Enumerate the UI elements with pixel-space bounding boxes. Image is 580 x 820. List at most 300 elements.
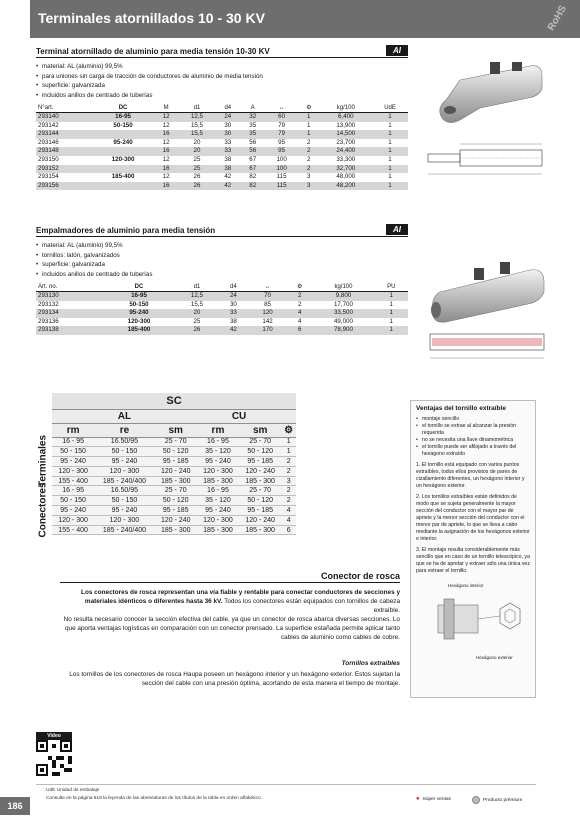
table-cell: 1 bbox=[375, 292, 408, 301]
table-cell: 1 bbox=[307, 121, 311, 129]
table-cell: 120 - 300 bbox=[94, 466, 154, 476]
table-cell: 95 - 240 bbox=[94, 506, 154, 516]
table-cell: 95-240 bbox=[113, 138, 133, 146]
table-cell: 42 bbox=[224, 173, 232, 181]
table-cell: 25 - 70 bbox=[239, 486, 281, 496]
table-cell: 82 bbox=[240, 182, 265, 191]
table-cell: 16 bbox=[154, 147, 179, 156]
table-cell: 12 bbox=[162, 173, 170, 181]
table-cell: 56 bbox=[240, 147, 265, 156]
table-cell: 293130 bbox=[36, 292, 103, 301]
column-header: ↔ bbox=[248, 282, 287, 292]
section-empalmador bbox=[36, 223, 408, 335]
conector-intro-bold: Los conectores de rosca representan una vía fiable y rentable para conectar conductores de secciones y materiales idénticos o diferentes hasta 36 kV. bbox=[81, 589, 400, 605]
qr-code-icon bbox=[36, 740, 72, 776]
screw-diagram bbox=[416, 583, 530, 663]
table-cell: 120 bbox=[248, 309, 287, 318]
table-cell: 48,200 bbox=[320, 182, 373, 191]
table-cell: 33 bbox=[215, 147, 240, 156]
empalmador-product-image bbox=[420, 262, 550, 372]
table-cell: 120 - 240 bbox=[239, 515, 281, 525]
table-row bbox=[36, 301, 408, 310]
table-cell: 293138 bbox=[36, 326, 103, 335]
table-cell: 1 bbox=[372, 113, 408, 122]
table-row bbox=[34, 486, 296, 496]
sub-header: sm bbox=[155, 423, 197, 437]
ventajas-list bbox=[416, 416, 530, 458]
table-cell: 35 - 120 bbox=[197, 447, 239, 457]
table-cell: 185-400 bbox=[111, 173, 135, 181]
table-cell: 67 bbox=[240, 165, 265, 174]
table-cell bbox=[92, 147, 153, 156]
table-row bbox=[34, 476, 296, 486]
table-cell: 50 - 150 bbox=[52, 447, 94, 457]
table-cell: 2 bbox=[281, 486, 296, 496]
sc-compat-table bbox=[34, 393, 296, 538]
table-cell: 6 bbox=[281, 525, 296, 535]
table-cell: 293146 bbox=[38, 138, 59, 146]
table-row bbox=[36, 182, 408, 191]
table-cell: 38 bbox=[215, 165, 240, 174]
column-header: Art. no. bbox=[36, 282, 103, 292]
table-cell: 95 - 240 bbox=[52, 506, 94, 516]
table-cell: 185 - 300 bbox=[155, 476, 197, 486]
table-cell: 20 bbox=[179, 147, 216, 156]
table-cell: 38 bbox=[224, 155, 232, 163]
ventajas-p3: 3. El montaje resulta considerablemente más sencillo que en caso de un tornillo telescópico, ya que se ha de apretar y extraer sólo una única vez para extraer el tornillo. bbox=[416, 547, 530, 574]
column-header: d4 bbox=[219, 282, 249, 292]
ventaja-item: • el tornillo se extrae al alcanzar la presión requerida bbox=[416, 423, 530, 437]
table-cell: 120-300 bbox=[111, 155, 135, 163]
table-cell: 95 - 185 bbox=[155, 457, 197, 467]
column-header: N°art. bbox=[36, 103, 92, 113]
table-row bbox=[34, 466, 296, 476]
page-number: 186 bbox=[0, 797, 30, 815]
table-cell: 185 - 240/400 bbox=[94, 525, 154, 535]
table-cell: 120 - 300 bbox=[197, 466, 239, 476]
table-cell: 50 - 120 bbox=[239, 447, 281, 457]
table-cell: 1 bbox=[372, 147, 408, 156]
table-cell: 95 - 240 bbox=[197, 457, 239, 467]
table-row bbox=[36, 165, 408, 174]
table-cell: 2 bbox=[298, 165, 320, 174]
table-cell: 115 bbox=[265, 182, 298, 191]
table-cell: 12,5 bbox=[179, 113, 216, 122]
ventajas-title: Ventajas del tornillo extraíble bbox=[416, 405, 506, 412]
table-cell: 56 bbox=[249, 138, 257, 146]
table-cell: 2 bbox=[307, 155, 311, 163]
table-row bbox=[36, 113, 408, 122]
table-cell: 16.50/95 bbox=[94, 486, 154, 496]
table-cell: 170 bbox=[248, 326, 287, 335]
table-cell: 95 bbox=[278, 138, 286, 146]
feature-list bbox=[36, 62, 408, 100]
sc-header: SC bbox=[52, 393, 296, 409]
table-cell: 293140 bbox=[36, 113, 92, 122]
table-cell: 95 bbox=[265, 147, 298, 156]
column-header: DC bbox=[103, 282, 175, 292]
blank-cell bbox=[34, 393, 52, 437]
table-cell: 49,000 bbox=[333, 317, 353, 325]
table-cell: 1 bbox=[372, 165, 408, 174]
table-cell: 293150 bbox=[38, 155, 59, 163]
page-header bbox=[30, 0, 580, 38]
hex-exterior-label: Hexágono exterior bbox=[476, 655, 513, 660]
hex-interior-label: Hexágono interior bbox=[448, 583, 484, 588]
table-cell: 100 bbox=[276, 155, 287, 163]
table-row bbox=[36, 309, 408, 318]
table-cell: 1 bbox=[372, 130, 408, 139]
table-cell: 12 bbox=[162, 155, 170, 163]
table-cell: 120-300 bbox=[127, 317, 151, 325]
table-cell: 25 - 70 bbox=[155, 437, 197, 447]
tornillos-para: Los tornillos de los conectores de rosca Haupa poseen un hexágono interior y un hexágono exterior. Estos sujetan la sección del cable con una presión óptima, acortando de esta manera el tiempo de montaje. bbox=[69, 671, 400, 687]
column-header: M bbox=[154, 103, 179, 113]
star-icon: ● bbox=[416, 796, 420, 802]
sub-header: rm bbox=[52, 423, 94, 437]
column-header: d4 bbox=[215, 103, 240, 113]
table-row bbox=[34, 515, 296, 525]
table-cell: 293136 bbox=[38, 317, 59, 325]
section-header bbox=[36, 223, 408, 237]
table-cell: 1 bbox=[388, 121, 392, 129]
sub-header: re bbox=[94, 423, 154, 437]
table-cell: 185 - 300 bbox=[239, 476, 281, 486]
table-cell: 24,400 bbox=[320, 147, 373, 156]
table-row bbox=[36, 292, 408, 301]
table-cell: 85 bbox=[264, 300, 271, 308]
conector-intro-rest: Todos los conectores están equipados con tornillos de cabeza extraíble. bbox=[222, 598, 400, 614]
table-cell: 1 bbox=[389, 300, 393, 308]
table-cell: 35 bbox=[240, 130, 265, 139]
table-row bbox=[36, 147, 408, 156]
table-cell: 1 bbox=[281, 437, 296, 447]
table-cell: 20 bbox=[193, 138, 201, 146]
table-cell: 50-150 bbox=[129, 300, 149, 308]
table-cell: 293156 bbox=[36, 182, 92, 191]
table-cell: 1 bbox=[389, 317, 393, 325]
table-cell: 185 - 300 bbox=[197, 525, 239, 535]
column-header: DC bbox=[92, 103, 153, 113]
table-cell: 35 bbox=[249, 121, 257, 129]
table-cell: 30 bbox=[215, 130, 240, 139]
table-cell: 6,400 bbox=[320, 113, 373, 122]
table-cell bbox=[92, 182, 153, 191]
table-cell: 17,700 bbox=[333, 300, 353, 308]
premium-icon bbox=[472, 796, 480, 804]
terminal-table bbox=[36, 103, 408, 190]
terminal-product-image bbox=[420, 62, 550, 192]
table-cell: 2 bbox=[298, 147, 320, 156]
table-cell: 95-240 bbox=[103, 309, 175, 318]
table-cell: 1 bbox=[388, 138, 392, 146]
table-row bbox=[34, 457, 296, 467]
column-header: UdE bbox=[372, 103, 408, 113]
footer-ude: UdE Unidad de embalaje bbox=[46, 788, 100, 793]
table-cell: 95 - 185 bbox=[239, 457, 281, 467]
group-label-cell bbox=[34, 482, 52, 538]
table-cell: 50 - 120 bbox=[155, 447, 197, 457]
table-cell: 13,900 bbox=[336, 121, 356, 129]
table-cell: 2 bbox=[281, 496, 296, 506]
table-cell: 60 bbox=[265, 113, 298, 122]
footer-note: Consulte en la página 618 la leyenda de las abreviaturas de los títulos de la tabla en orden alfabético. bbox=[46, 796, 263, 801]
table-cell: 1 bbox=[298, 113, 320, 122]
table-cell: 42 bbox=[219, 326, 249, 335]
table-cell: 38 bbox=[229, 317, 237, 325]
rohs-mark: RoHS bbox=[545, 3, 569, 33]
page-title: Terminales atornillados 10 - 30 KV bbox=[38, 10, 265, 26]
table-row bbox=[34, 506, 296, 516]
feature-item: • superficie: galvanizada bbox=[36, 260, 408, 270]
table-cell: 185 - 240/400 bbox=[94, 476, 154, 486]
table-cell: 32,700 bbox=[320, 165, 373, 174]
table-cell: 120 - 300 bbox=[197, 515, 239, 525]
column-header: A bbox=[240, 103, 265, 113]
table-cell: 185-400 bbox=[103, 326, 175, 335]
table-cell: 1 bbox=[388, 173, 392, 181]
table-cell: 20 bbox=[175, 309, 218, 318]
table-cell: 293144 bbox=[36, 130, 92, 139]
table-cell: 2 bbox=[281, 466, 296, 476]
table-cell: 25 bbox=[193, 317, 201, 325]
video-label: Vídeo bbox=[36, 732, 72, 740]
table-cell: 1 bbox=[388, 155, 392, 163]
legend-super bbox=[416, 796, 451, 802]
table-cell: 12 bbox=[162, 121, 170, 129]
table-cell: 4 bbox=[287, 309, 312, 318]
table-cell: 35 - 120 bbox=[197, 496, 239, 506]
table-cell: 50-150 bbox=[113, 121, 133, 129]
table-cell: 16-95 bbox=[92, 113, 153, 122]
table-cell: 16-95 bbox=[103, 292, 175, 301]
table-row bbox=[36, 156, 408, 165]
table-cell: 4 bbox=[281, 515, 296, 525]
feature-item: • superficie: galvanizada bbox=[36, 81, 408, 91]
feature-item: • tornillos: latón, galvanizados bbox=[36, 251, 408, 261]
group-label: Terminales bbox=[37, 435, 49, 488]
empalmador-table bbox=[36, 282, 408, 335]
table-cell: 293132 bbox=[38, 300, 59, 308]
table-row bbox=[36, 326, 408, 335]
table-cell: 14,500 bbox=[320, 130, 373, 139]
table-row bbox=[36, 173, 408, 182]
table-cell: 50 - 120 bbox=[155, 496, 197, 506]
table-cell: 185 - 300 bbox=[239, 525, 281, 535]
table-cell: 185 - 300 bbox=[155, 525, 197, 535]
section-header bbox=[36, 44, 408, 58]
group-label: Conectores bbox=[37, 482, 49, 538]
table-cell: 79 bbox=[265, 130, 298, 139]
table-row bbox=[34, 437, 296, 447]
table-cell: 1 bbox=[298, 130, 320, 139]
ventajas-box bbox=[410, 400, 536, 698]
table-cell: 33,300 bbox=[336, 155, 356, 163]
table-cell: 95 - 240 bbox=[94, 457, 154, 467]
table-cell: 79 bbox=[278, 121, 286, 129]
table-cell: 24 bbox=[215, 113, 240, 122]
table-cell: 78,900 bbox=[312, 326, 374, 335]
blank-cell bbox=[281, 409, 296, 423]
table-cell: 95 - 185 bbox=[239, 506, 281, 516]
section-title: Terminal atornillado de aluminio para media tensión 10-30 KV bbox=[36, 47, 270, 56]
sub-header: sm bbox=[239, 423, 281, 437]
table-cell: 95 - 240 bbox=[197, 506, 239, 516]
table-cell: 16 - 95 bbox=[52, 437, 94, 447]
table-cell: 185 - 300 bbox=[197, 476, 239, 486]
table-cell: 16 - 95 bbox=[197, 437, 239, 447]
legend-premium-label: Producto prémium bbox=[483, 797, 523, 803]
feature-item: • incluidos anillos de centrado de tuberías bbox=[36, 91, 408, 101]
feature-item: • material: AL (aluminio) 99,5% bbox=[36, 62, 408, 72]
table-cell: 67 bbox=[249, 155, 257, 163]
table-cell: 50 - 150 bbox=[94, 447, 154, 457]
ventaja-item: • no se necesita una llave dinamométrica bbox=[416, 437, 530, 444]
cu-header: CU bbox=[197, 409, 281, 423]
table-cell: 33,500 bbox=[312, 309, 374, 318]
table-cell: 293148 bbox=[36, 147, 92, 156]
table-cell: 42 bbox=[215, 182, 240, 191]
table-cell: 3 bbox=[298, 182, 320, 191]
table-cell: 120 - 240 bbox=[155, 515, 197, 525]
table-cell: 25 bbox=[193, 155, 201, 163]
table-cell: 95 - 185 bbox=[155, 506, 197, 516]
table-cell: 293134 bbox=[36, 309, 103, 318]
table-cell: 155 - 400 bbox=[52, 476, 94, 486]
column-header: d1 bbox=[179, 103, 216, 113]
table-cell: 48,000 bbox=[336, 173, 356, 181]
table-cell: 120 - 240 bbox=[155, 466, 197, 476]
column-header: ⚙ bbox=[287, 282, 312, 292]
conector-body bbox=[60, 588, 400, 642]
table-cell: 2 bbox=[287, 292, 312, 301]
table-cell: 50 - 120 bbox=[239, 496, 281, 506]
table-cell: 15,5 bbox=[190, 121, 203, 129]
section-title: Empalmadores de aluminio para media tensión bbox=[36, 226, 216, 235]
table-cell: 26 bbox=[179, 182, 216, 191]
legend-premium bbox=[472, 796, 522, 804]
table-cell: 12 bbox=[154, 113, 179, 122]
table-row bbox=[34, 447, 296, 457]
column-header: ⚙ bbox=[298, 103, 320, 113]
table-cell: 120 - 300 bbox=[52, 515, 94, 525]
table-cell: 1 bbox=[281, 447, 296, 457]
table-cell: 16 bbox=[154, 130, 179, 139]
gear-icon: ⚙ bbox=[281, 423, 296, 437]
table-cell: 293152 bbox=[36, 165, 92, 174]
table-cell: 50 - 150 bbox=[52, 496, 94, 506]
ventaja-item: • el tornillo puede ser afilojado a través del hexágono extraído bbox=[416, 444, 530, 458]
table-cell: 2 bbox=[281, 457, 296, 467]
table-cell: 115 bbox=[276, 173, 287, 181]
table-cell: 142 bbox=[262, 317, 273, 325]
table-cell: 120 - 240 bbox=[239, 466, 281, 476]
feature-list bbox=[36, 241, 408, 279]
legend-super-label: Súper ventas bbox=[422, 796, 451, 802]
table-cell: 1 bbox=[375, 326, 408, 335]
table-cell: 12,5 bbox=[175, 292, 218, 301]
feature-item: • para uniones sin carga de tracción de conductores de aluminio de media tensión bbox=[36, 72, 408, 82]
table-cell: 33 bbox=[224, 138, 232, 146]
table-cell: 23,700 bbox=[336, 138, 356, 146]
table-cell: 16 - 95 bbox=[197, 486, 239, 496]
table-cell: 26 bbox=[175, 326, 218, 335]
table-cell: 16 bbox=[154, 182, 179, 191]
table-cell: 95 - 240 bbox=[52, 457, 94, 467]
table-cell: 100 bbox=[265, 165, 298, 174]
column-header: kg/100 bbox=[320, 103, 373, 113]
table-cell: 16 - 95 bbox=[52, 486, 94, 496]
table-cell: 6 bbox=[287, 326, 312, 335]
video-qr[interactable] bbox=[36, 732, 72, 778]
ai-badge: AI bbox=[386, 224, 408, 235]
column-header: d1 bbox=[175, 282, 218, 292]
conector-title: Conector de rosca bbox=[60, 571, 400, 583]
table-row bbox=[36, 130, 408, 139]
section-terminal bbox=[36, 44, 408, 190]
table-cell: 15,5 bbox=[179, 130, 216, 139]
footer-divider bbox=[36, 784, 536, 785]
conector-para2: No resulta necesario conocer la sección efectiva del cable, ya que un conector de rosca abarca diversas secciones. Lo que aporta ventajas logísticas en comparación con un conector prensado. La superficie estañada permite aplicar tanto cables de aluminio como cables de cobre. bbox=[63, 616, 400, 641]
group-label-cell bbox=[34, 437, 52, 486]
table-cell: 9,800 bbox=[312, 292, 374, 301]
column-header: ↔ bbox=[265, 103, 298, 113]
al-header: AL bbox=[52, 409, 197, 423]
table-cell: 3 bbox=[307, 173, 311, 181]
table-cell: 25 bbox=[179, 165, 216, 174]
table-cell bbox=[92, 130, 153, 139]
table-cell: 2 bbox=[297, 300, 302, 308]
table-cell bbox=[92, 165, 153, 174]
ai-badge: AI bbox=[386, 45, 408, 56]
tornillos-subtitle: Tornillos extraíbles bbox=[341, 660, 400, 667]
table-cell: 70 bbox=[248, 292, 287, 301]
table-cell: 2 bbox=[307, 138, 311, 146]
table-cell: 30 bbox=[224, 121, 232, 129]
table-cell: 293154 bbox=[38, 173, 59, 181]
table-cell: 33 bbox=[219, 309, 249, 318]
table-row bbox=[36, 139, 408, 148]
table-cell: 1 bbox=[372, 182, 408, 191]
table-cell: 82 bbox=[249, 173, 257, 181]
table-row bbox=[36, 122, 408, 131]
table-row bbox=[34, 525, 296, 535]
table-row bbox=[34, 496, 296, 506]
ventajas-p1: 1. El tornillo está equipado con varios puntos extraíbles, todos ellos provistos de pares de cizallamiento diferentes, un hexágono interior y un hexágono exterior. bbox=[416, 462, 525, 489]
table-cell: 12 bbox=[162, 138, 170, 146]
column-header: PU bbox=[375, 282, 408, 292]
table-cell: 293142 bbox=[38, 121, 59, 129]
table-cell: 120 - 300 bbox=[94, 515, 154, 525]
table-cell: 155 - 400 bbox=[52, 525, 94, 535]
table-cell: 4 bbox=[281, 506, 296, 516]
table-cell: 1 bbox=[375, 309, 408, 318]
ventaja-item: • montaje sencillo bbox=[416, 416, 530, 423]
table-cell: 50 - 150 bbox=[94, 496, 154, 506]
feature-item: • incluidos anillos de centrado de tuberías bbox=[36, 270, 408, 280]
column-header: kg/100 bbox=[312, 282, 374, 292]
ventajas-p2: 2. Los tornillos extraíbles están definidos de modo que se sujeta generalmente la mayor sección del conductor con el mayor par de apriete y la menor sección del conductor con el menor par de apriete, lo que se lleva a cabo mediante la asignación de los hexágonos exterior e interior. bbox=[416, 494, 530, 542]
table-cell: 4 bbox=[297, 317, 302, 325]
table-cell: 3 bbox=[281, 476, 296, 486]
table-cell: 32 bbox=[240, 113, 265, 122]
table-cell: 30 bbox=[229, 300, 237, 308]
feature-item: • material: AL (aluminio) 99,5% bbox=[36, 241, 408, 251]
table-cell: 16 bbox=[154, 165, 179, 174]
table-cell: 16.50/95 bbox=[94, 437, 154, 447]
table-cell: 15,5 bbox=[190, 300, 203, 308]
table-cell: 120 - 300 bbox=[52, 466, 94, 476]
